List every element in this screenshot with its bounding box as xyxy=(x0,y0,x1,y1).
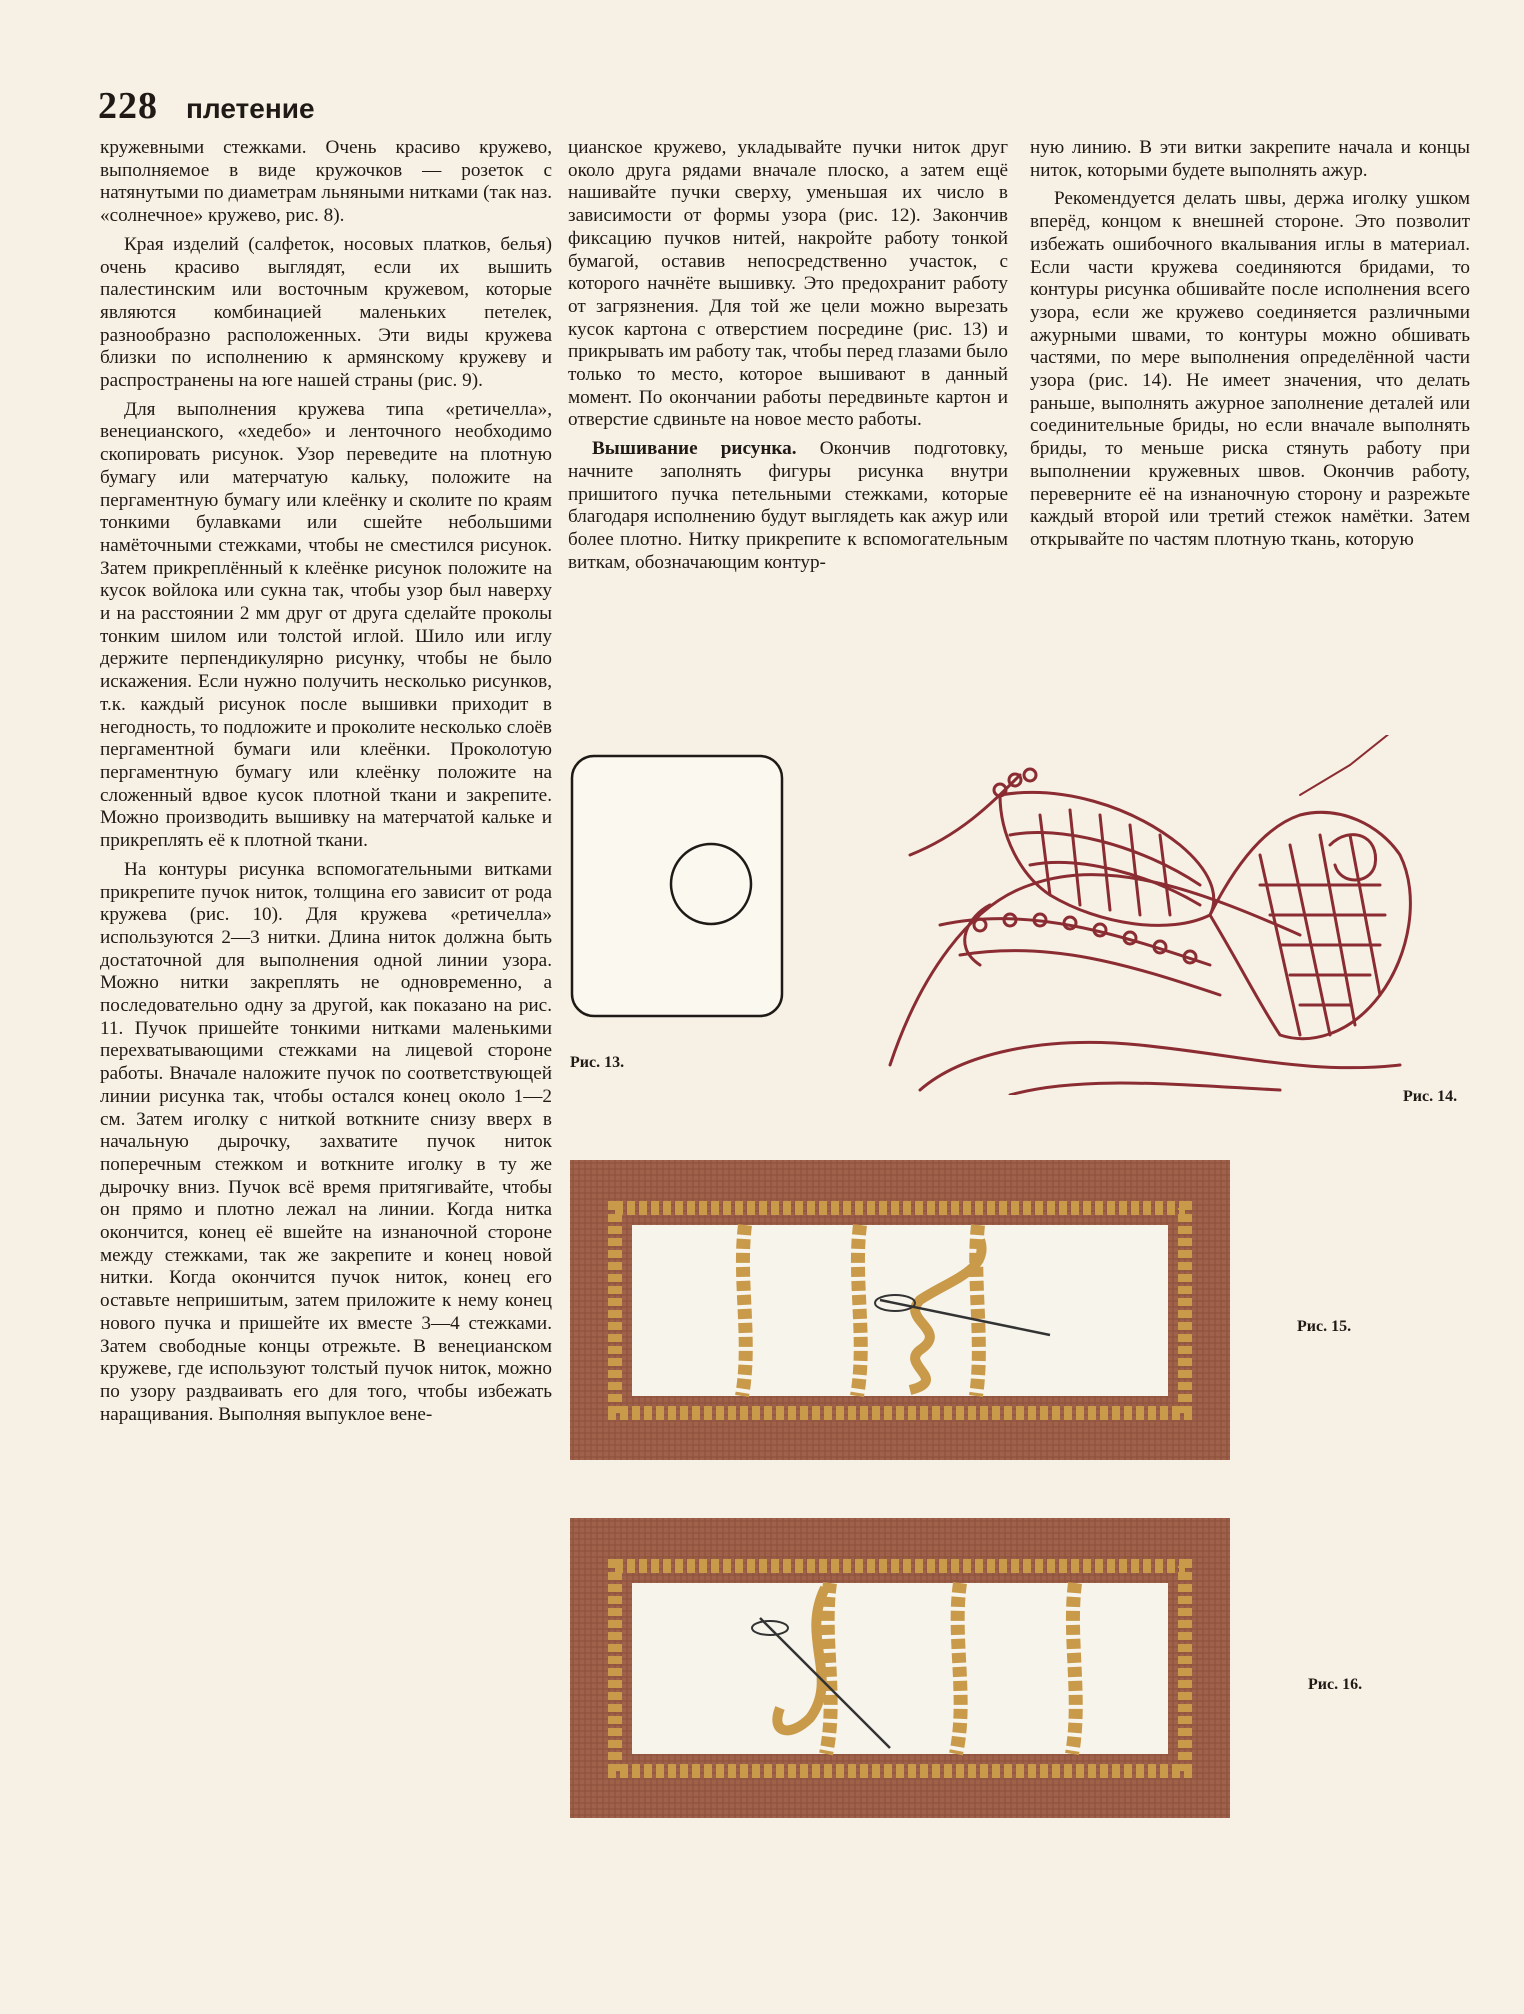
figure-14-lace-drawing xyxy=(880,735,1480,1095)
paragraph: Рекомендуется делать швы, держа иголку ушком вперёд, концом к внешней стороне. Это позволит избежать ошибочного вкалывания иглы в материал. Если части кружева соединяются бридами, то контуры рисунка обшивайте после исполнения всего узора, если же кружево соединяется различными ажурными швами, то контуры можно обшивать частями, по мере выполнения определённой части узора (рис. 14). Не имеет значения, что делать раньше, выполнять ажурное заполнение деталей или соединительные бриды, но если вначале выполнять бриды, то меньше риска стянуть работу при выполнении кружевных швов. Окончив работу, переверните её на изнаночную сторону и разрежьте каждый второй или третий стежок намётки. Затем открывайте по частям плотную ткань, которую xyxy=(1030,188,1470,550)
figure-15-cord-frame xyxy=(570,1160,1230,1460)
figure-13-cardboard xyxy=(568,752,788,1022)
paragraph xyxy=(568,438,1008,574)
paragraph: ную линию. В эти витки закрепите начала и концы ниток, которыми будете выполнять ажур. xyxy=(1030,137,1470,181)
page-header xyxy=(98,84,315,128)
text-column-3 xyxy=(1030,137,1470,558)
paragraph: кружевными стежками. Очень красиво кружево, выполняемое в виде кружочков — розеток с натянутыми по диаметрам льняными нитками (так наз. «солнечное» кружево, рис. 8). xyxy=(100,137,552,227)
caption-fig14: Рис. 14. xyxy=(1403,1088,1458,1105)
caption-fig15: Рис. 15. xyxy=(1297,1318,1352,1335)
figure-16-cord-frame xyxy=(570,1518,1230,1818)
page-number: 228 xyxy=(98,85,158,127)
section-title: плетение xyxy=(186,93,315,124)
paragraph: На контуры рисунка вспомогательными витками прикрепите пучок ниток, толщина его зависит от рода кружева (рис. 10). Для кружева «ретичелла» используются 2—3 нитки. Длина ниток должна быть достаточной для выполнения одной линии узора. Можно нитки закреплять не одновременно, а последовательно одну за другой, как показано на рис. 11. Пучок пришейте тонкими нитками маленькими перехватывающими стежками на лицевой стороне работы. Вначале наложите пучок по соответствующей линии рисунка так, чтобы остался конец около 1—2 см. Затем иголку с ниткой воткните снизу вверх в начальную дырочку, захватите пучок ниток поперечным стежком и воткните иголку в ту же дырочку вниз. Пучок всё время притягивайте, чтобы он прямо и плотно лежал на линии. Когда нитка окончится, конец её вшейте на изнаночной стороне между стежками, так же закрепите и конец новой нитки. Когда окончится пучок ниток, конец его оставьте непришитым, затем приложите к нему конец нового пучка и пришейте их вместе 3—4 стежками. Затем свободные концы отрежьте. В венецианском кружеве, где используют толстый пучок ниток, можно по узору раздваивать его для того, чтобы избежать наращивания. Выполняя выпуклое вене- xyxy=(100,858,552,1425)
paragraph: Края изделий (салфеток, носовых платков, белья) очень красиво выглядят, если их вышить палестинским или восточным кружевом, которые являются комбинацией маленьких петелек, разнообразно расположенных. Эти виды кружева близки по исполнению к армянскому кружеву и распространены на юге нашей страны (рис. 9). xyxy=(100,233,552,392)
caption-fig16: Рис. 16. xyxy=(1308,1676,1363,1693)
paragraph: цианское кружево, укладывайте пучки ниток друг около друга рядами вначале плоско, а затем ещё нашивайте пучки сверху, уменьшая их число в зависимости от формы узора (рис. 12). Закончив фиксацию пучков нитей, накройте работу тонкой бумагой, оставив непосредственно участок, с которого начнёте вышивку. Это предохранит работу от загрязнения. Для той же цели можно вырезать кусок картона с отверстием посредине (рис. 13) и прикрывать им работу так, чтобы перед глазами было только то место, которое вышивают в данный момент. По окончании работы передвиньте картон и отверстие сдвиньте на новое место работы. xyxy=(568,137,1008,431)
subheading: Вышивание рисунка. xyxy=(592,438,797,460)
paragraph-text: Окончив подготовку, начните заполнять фигуры рисунка внутри пришитого пучка петельными стежками, которые благодаря исполнению будут выглядеть как ажур или более плотно. Нитку прикрепите к вспомогательным виткам, обозначающим контур- xyxy=(568,438,1008,573)
text-column-1 xyxy=(100,137,552,1432)
caption-fig13: Рис. 13. xyxy=(570,1054,625,1071)
paragraph: Для выполнения кружева типа «ретичелла», венецианского, «хедебо» и ленточного необходимо скопировать рисунок. Узор переведите на плотную бумагу или матерчатую кальку, положите на пергаментную бумагу или клеёнку и сколите по краям тонкими булавками или сшейте небольшими намёточными стежками, чтобы не сместился рисунок. Затем прикреплённый к клеёнке рисунок положите на кусок войлока или сукна так, чтобы узор был наверху и на расстоянии 2 мм друг от друга сделайте проколы тонким шилом или толстой иглой. Шило или иглу держите перпендикулярно рисунку, чтобы не было искажения. Если нужно получить несколько рисунков, т.к. каждый рисунок после вышивки приходит в негодность, то подложите и проколите несколько слоёв пергаментной бумаги или клеёнки. Проколотую пергаментную бумагу или клеёнку положите на сложенный вдвое кусок плотной ткани и закрепите. Можно производить вышивку на матерчатой кальке и прикреплять её к плотной ткани. xyxy=(100,398,552,852)
text-column-2 xyxy=(568,137,1008,580)
